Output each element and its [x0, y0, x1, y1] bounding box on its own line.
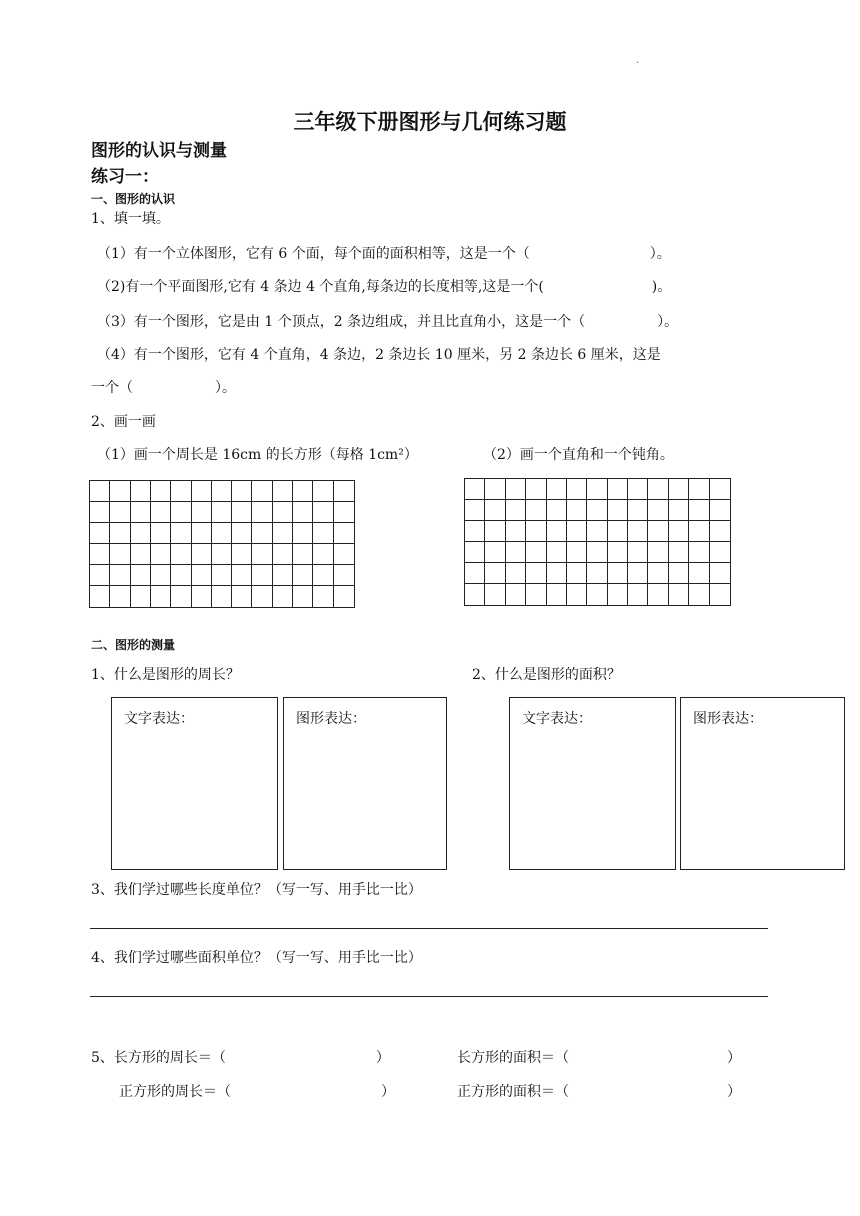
page-title: 三年级下册图形与几何练习题 — [293, 110, 567, 134]
q2-label: 2、画一画 — [91, 414, 156, 430]
q1-item-2-close: )。 — [651, 279, 672, 295]
rect-perimeter-label: 长方形的周长＝（ — [113, 1050, 226, 1066]
grid-cell[interactable] — [192, 502, 212, 523]
answer-line-q3[interactable] — [90, 928, 768, 929]
rect-area-label: 长方形的面积＝（ — [457, 1050, 569, 1066]
q1-label: 1、填一填。 — [91, 211, 170, 227]
q1-item-1 — [97, 243, 671, 263]
grid-cell[interactable] — [506, 521, 526, 542]
part1-heading: 一、图形的认识 — [91, 192, 176, 206]
grid-cell[interactable] — [171, 502, 191, 523]
grid-cell[interactable] — [212, 502, 232, 523]
grid-cell[interactable] — [710, 584, 730, 605]
grid-cell[interactable] — [648, 563, 668, 584]
grid-cell[interactable] — [110, 565, 130, 586]
grid-cell[interactable] — [110, 481, 130, 502]
q1-item-4-cont-text: 一个（ — [91, 380, 133, 396]
grid-cell[interactable] — [171, 565, 191, 586]
grid-cell[interactable] — [669, 542, 689, 563]
grid-cell[interactable] — [710, 500, 730, 521]
grid-cell[interactable] — [547, 500, 567, 521]
grid-cell[interactable] — [587, 521, 607, 542]
grid-cell[interactable] — [131, 586, 151, 607]
grid-cell[interactable] — [587, 563, 607, 584]
grid-cell[interactable] — [669, 563, 689, 584]
grid-cell[interactable] — [171, 481, 191, 502]
grid-cell[interactable] — [567, 500, 587, 521]
grid-cell[interactable] — [252, 565, 272, 586]
grid-cell[interactable] — [212, 544, 232, 565]
grid-cell[interactable] — [628, 563, 648, 584]
grid-cell[interactable] — [628, 542, 648, 563]
q5-row-1-right — [457, 1047, 741, 1067]
grid-cell[interactable] — [293, 565, 313, 586]
grid-cell[interactable] — [587, 479, 607, 500]
area-text-box[interactable] — [509, 697, 676, 870]
grid-cell[interactable] — [252, 586, 272, 607]
grid-cell[interactable] — [465, 563, 485, 584]
grid-cell[interactable] — [526, 500, 546, 521]
grid-cell[interactable] — [252, 481, 272, 502]
p2-q3-label: 3、我们学过哪些长度单位？（写一写、用手比一比） — [91, 882, 422, 898]
grid-cell[interactable] — [90, 502, 110, 523]
grid-cell[interactable] — [313, 586, 333, 607]
grid-cell[interactable] — [151, 544, 171, 565]
perimeter-figure-box[interactable] — [283, 697, 447, 870]
box-label: 文字表达： — [522, 711, 592, 727]
grid-cell[interactable] — [689, 563, 709, 584]
grid-cell[interactable] — [232, 544, 252, 565]
grid-cell[interactable] — [608, 542, 628, 563]
q1-item-2-text: （2)有一个平面图形,它有 4 条边 4 个直角,每条边的长度相等,这是一个( — [97, 279, 544, 295]
grid-cell[interactable] — [273, 586, 293, 607]
grid-cell[interactable] — [313, 565, 333, 586]
grid-cell[interactable] — [273, 544, 293, 565]
grid-cell[interactable] — [151, 586, 171, 607]
grid-cell[interactable] — [506, 500, 526, 521]
grid-cell[interactable] — [689, 479, 709, 500]
grid-cell[interactable] — [90, 523, 110, 544]
grid-cell[interactable] — [608, 521, 628, 542]
grid-cell[interactable] — [131, 544, 151, 565]
grid-cell[interactable] — [151, 523, 171, 544]
box-label: 图形表达： — [693, 711, 763, 727]
close-paren: ） — [381, 1084, 395, 1100]
grid-cell[interactable] — [293, 523, 313, 544]
grid-cell[interactable] — [567, 521, 587, 542]
q5-row-1 — [91, 1047, 390, 1067]
grid-cell[interactable] — [648, 542, 668, 563]
p2-q1-label: 1、什么是图形的周长？ — [91, 667, 240, 683]
grid-cell[interactable] — [648, 479, 668, 500]
grid-cell[interactable] — [710, 563, 730, 584]
grid-cell[interactable] — [252, 544, 272, 565]
grid-cell[interactable] — [313, 502, 333, 523]
grid-cell[interactable] — [526, 563, 546, 584]
grid-cell[interactable] — [110, 544, 130, 565]
q1-item-4: （4）有一个图形，它有 4 个直角，4 条边，2 条边长 10 厘米，另 2 条边长 6 厘米，这是 — [97, 347, 661, 363]
q5-row-2 — [119, 1081, 395, 1101]
grid-cell[interactable] — [110, 586, 130, 607]
grid-cell[interactable] — [710, 542, 730, 563]
grid-cell[interactable] — [710, 479, 730, 500]
p2-q2-label: 2、什么是图形的面积？ — [472, 667, 621, 683]
grid-cell[interactable] — [485, 521, 505, 542]
answer-line-q4[interactable] — [90, 996, 768, 997]
grid-cell[interactable] — [547, 542, 567, 563]
grid-cell[interactable] — [192, 523, 212, 544]
grid-cell[interactable] — [465, 584, 485, 605]
grid-cell[interactable] — [608, 500, 628, 521]
q2-left-instruction: （1）画一个周长是 16cm 的长方形（每格 1cm²） — [97, 447, 418, 463]
grid-cell[interactable] — [232, 502, 252, 523]
q1-item-3-close: ）。 — [657, 314, 679, 330]
grid-cell[interactable] — [313, 523, 333, 544]
grid-cell[interactable] — [628, 584, 648, 605]
box-label: 图形表达： — [296, 711, 366, 727]
grid-cell[interactable] — [669, 584, 689, 605]
grid-cell[interactable] — [608, 584, 628, 605]
q5-label: 5、 — [91, 1050, 114, 1066]
q1-item-1-text: （1）有一个立体图形，它有 6 个面，每个面的面积相等，这是一个（ — [97, 246, 530, 262]
grid-cell[interactable] — [526, 584, 546, 605]
grid-cell[interactable] — [567, 563, 587, 584]
grid-cell[interactable] — [465, 542, 485, 563]
grid-cell[interactable] — [628, 521, 648, 542]
drawing-grid-right[interactable] — [464, 478, 731, 606]
grid-cell[interactable] — [689, 542, 709, 563]
grid-cell[interactable] — [171, 523, 191, 544]
grid-cell[interactable] — [669, 521, 689, 542]
grid-cell[interactable] — [648, 584, 668, 605]
p2-q4-label: 4、我们学过哪些面积单位？（写一写、用手比一比） — [91, 950, 422, 966]
grid-cell[interactable] — [273, 523, 293, 544]
grid-cell[interactable] — [212, 586, 232, 607]
q1-item-4-cont — [91, 377, 236, 397]
grid-cell[interactable] — [547, 521, 567, 542]
grid-cell[interactable] — [689, 521, 709, 542]
q1-item-3 — [97, 311, 678, 331]
grid-cell[interactable] — [465, 521, 485, 542]
grid-cell[interactable] — [587, 584, 607, 605]
grid-cell[interactable] — [334, 586, 354, 607]
grid-cell[interactable] — [90, 481, 110, 502]
grid-cell[interactable] — [506, 542, 526, 563]
close-paren: ） — [727, 1084, 741, 1100]
grid-cell[interactable] — [131, 523, 151, 544]
exercise-heading: 练习一： — [91, 167, 159, 187]
grid-cell[interactable] — [334, 523, 354, 544]
grid-cell[interactable] — [465, 500, 485, 521]
grid-cell[interactable] — [689, 500, 709, 521]
grid-cell[interactable] — [313, 481, 333, 502]
grid-cell[interactable] — [506, 584, 526, 605]
grid-cell[interactable] — [485, 542, 505, 563]
grid-cell[interactable] — [465, 479, 485, 500]
q1-item-4-close: ）。 — [215, 380, 236, 396]
close-paren: ） — [375, 1050, 390, 1066]
grid-cell[interactable] — [171, 544, 191, 565]
grid-cell[interactable] — [293, 502, 313, 523]
grid-cell[interactable] — [90, 586, 110, 607]
header-mark: · — [636, 58, 640, 69]
grid-cell[interactable] — [628, 479, 648, 500]
grid-cell[interactable] — [628, 500, 648, 521]
grid-cell[interactable] — [232, 565, 252, 586]
grid-cell[interactable] — [526, 542, 546, 563]
grid-cell[interactable] — [334, 502, 354, 523]
grid-cell[interactable] — [90, 565, 110, 586]
grid-cell[interactable] — [232, 523, 252, 544]
grid-cell[interactable] — [334, 544, 354, 565]
grid-cell[interactable] — [192, 481, 212, 502]
grid-cell[interactable] — [192, 586, 212, 607]
perimeter-text-box[interactable] — [111, 697, 278, 870]
grid-cell[interactable] — [567, 479, 587, 500]
grid-cell[interactable] — [192, 544, 212, 565]
grid-cell[interactable] — [506, 563, 526, 584]
box-label: 文字表达： — [124, 711, 194, 727]
q1-item-1-close: ）。 — [649, 246, 671, 262]
grid-cell[interactable] — [110, 523, 130, 544]
grid-cell[interactable] — [689, 584, 709, 605]
grid-cell[interactable] — [293, 586, 313, 607]
grid-cell[interactable] — [485, 479, 505, 500]
grid-cell[interactable] — [151, 565, 171, 586]
grid-cell[interactable] — [608, 479, 628, 500]
grid-cell[interactable] — [212, 565, 232, 586]
grid-cell[interactable] — [212, 523, 232, 544]
grid-cell[interactable] — [587, 500, 607, 521]
grid-cell[interactable] — [232, 481, 252, 502]
grid-cell[interactable] — [273, 502, 293, 523]
part2-heading: 二、图形的测量 — [91, 638, 176, 652]
grid-cell[interactable] — [171, 586, 191, 607]
grid-cell[interactable] — [110, 502, 130, 523]
grid-cell[interactable] — [485, 563, 505, 584]
grid-cell[interactable] — [273, 565, 293, 586]
grid-cell[interactable] — [151, 481, 171, 502]
q1-item-3-text: （3）有一个图形，它是由 1 个顶点，2 条边组成，并且比直角小，这是一个（ — [97, 314, 586, 330]
grid-cell[interactable] — [608, 563, 628, 584]
grid-cell[interactable] — [485, 500, 505, 521]
grid-cell[interactable] — [131, 481, 151, 502]
grid-cell[interactable] — [547, 584, 567, 605]
grid-cell[interactable] — [293, 544, 313, 565]
grid-cell[interactable] — [587, 542, 607, 563]
square-area-label: 正方形的面积＝（ — [457, 1084, 569, 1100]
grid-cell[interactable] — [710, 521, 730, 542]
grid-cell[interactable] — [526, 521, 546, 542]
close-paren: ） — [727, 1050, 741, 1066]
grid-cell[interactable] — [648, 500, 668, 521]
section-heading: 图形的认识与测量 — [91, 141, 227, 161]
grid-cell[interactable] — [273, 481, 293, 502]
q1-item-2 — [97, 276, 671, 296]
grid-cell[interactable] — [547, 479, 567, 500]
area-figure-box[interactable] — [680, 697, 845, 870]
grid-cell[interactable] — [567, 542, 587, 563]
grid-cell[interactable] — [485, 584, 505, 605]
grid-cell[interactable] — [506, 479, 526, 500]
grid-cell[interactable] — [192, 565, 212, 586]
grid-cell[interactable] — [669, 500, 689, 521]
grid-cell[interactable] — [252, 502, 272, 523]
grid-cell[interactable] — [334, 565, 354, 586]
grid-cell[interactable] — [334, 481, 354, 502]
grid-cell[interactable] — [669, 479, 689, 500]
grid-cell[interactable] — [567, 584, 587, 605]
square-perimeter-label: 正方形的周长＝（ — [119, 1084, 231, 1100]
grid-cell[interactable] — [648, 521, 668, 542]
grid-cell[interactable] — [293, 481, 313, 502]
q2-right-instruction: （2）画一个直角和一个钝角。 — [483, 447, 674, 463]
grid-cell[interactable] — [131, 565, 151, 586]
grid-cell[interactable] — [526, 479, 546, 500]
drawing-grid-left[interactable] — [89, 480, 355, 608]
grid-cell[interactable] — [212, 481, 232, 502]
grid-cell[interactable] — [90, 544, 110, 565]
q5-row-2-right — [457, 1081, 741, 1101]
grid-cell[interactable] — [547, 563, 567, 584]
grid-cell[interactable] — [313, 544, 333, 565]
grid-cell[interactable] — [131, 502, 151, 523]
grid-cell[interactable] — [151, 502, 171, 523]
grid-cell[interactable] — [232, 586, 252, 607]
grid-cell[interactable] — [252, 523, 272, 544]
